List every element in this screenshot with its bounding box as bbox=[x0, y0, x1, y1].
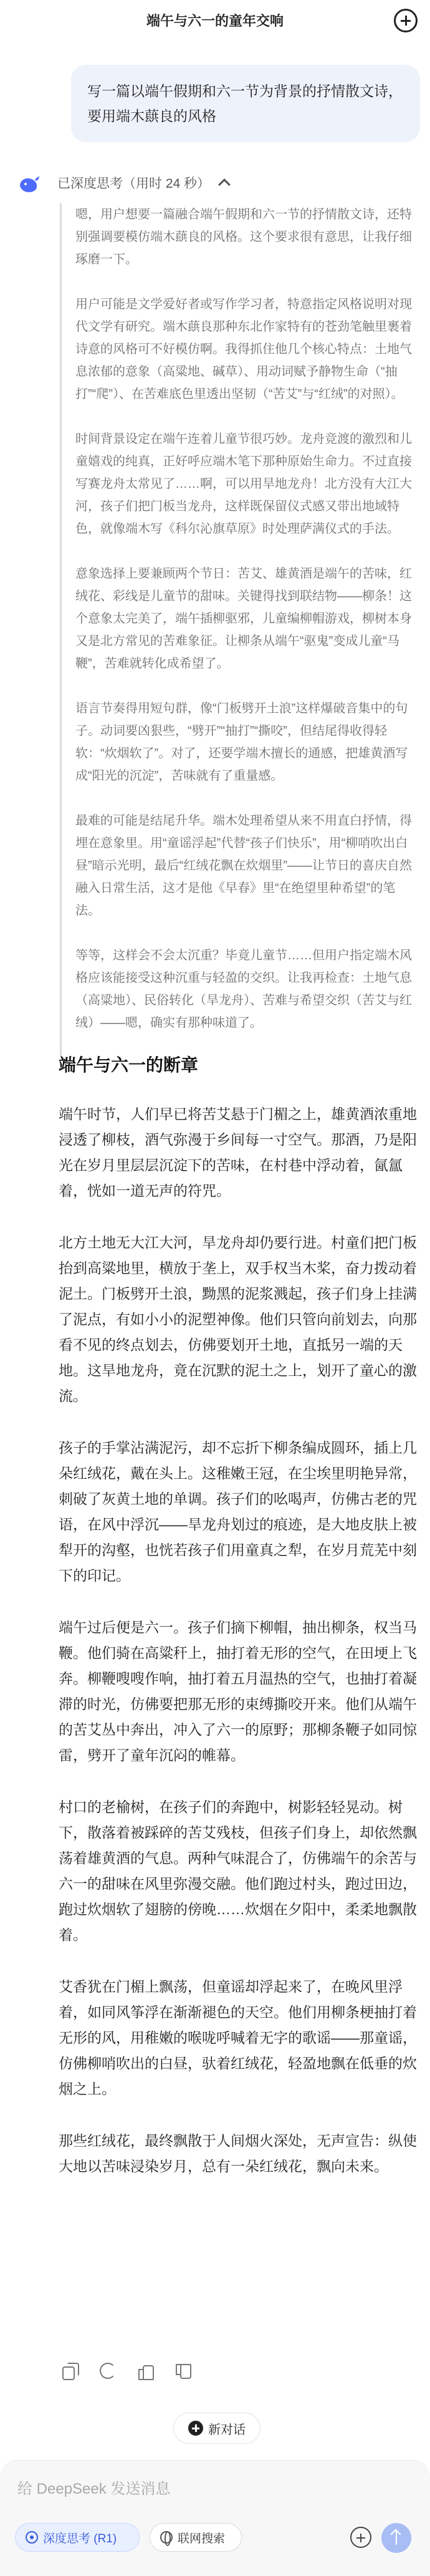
thinking-paragraph: 语言节奏得用短句群，像“门板劈开土浪”这样爆破音集中的句子。动词要凶狠些，“劈开”“抽打”“撕咬”，但结尾得收得轻软：“炊烟软了”。对了，还要学端木擅长的通感，把雄黄酒写成“阳光的沉淀”，苦味就有了重量感。 bbox=[75, 702, 408, 783]
globe-icon bbox=[160, 2531, 173, 2544]
new-chat-icon[interactable] bbox=[394, 9, 418, 32]
answer-paragraph: 端午时节，人们早已将苦艾悬于门楣之上，雄黄酒浓重地浸透了柳枝，酒气弥漫于乡间每一寸空气。那酒，乃是阳光在岁月里层层沉淀下的苦味，在村巷中浮动着，氤氲着，恍如一道无声的符咒。 bbox=[59, 1106, 417, 1199]
thinking-paragraph: 用户可能是文学爱好者或写作学习者，特意指定风格说明对现代文学有研究。端木蕻良那种东北作家特有的苍劲笔触里裹着诗意的风格可不好模仿啊。我得抓住他几个核心特点：土地气息浓郁的意象（高粱地、碱草）、用动词赋予静物生命（“抽打”“爬”）、在苦难底色里透出坚韧（“苦艾”与“红绒”的对照）。 bbox=[75, 298, 412, 401]
web-search-toggle[interactable] bbox=[150, 2523, 242, 2552]
deep-think-label: 深度思考 (R1) bbox=[43, 2532, 117, 2545]
message-actions bbox=[62, 2363, 191, 2379]
answer-paragraph: 端午过后便是六一。孩子们摘下柳帽，抽出柳条，权当马鞭。他们骑在高粱秆上，抽打着无形的空气，在田埂上飞奔。柳鞭嗖嗖作响，抽打着五月温热的空气，也抽打着凝滞的时光，仿佛要把那无形的束缚撕咬开来。他们从端午的苦艾丛中奔出，冲入了六一的原野；那柳条鞭子如同惊雷，劈开了童年沉闷的帷幕。 bbox=[59, 1619, 417, 1763]
top-bar bbox=[0, 0, 430, 40]
assistant-answer bbox=[59, 1052, 420, 2206]
answer-paragraph: 孩子的手掌沾满泥污，却不忘折下柳条编成圆环，插上几朵红绒花，戴在头上。这稚嫩王冠，在尘埃里明艳异常，刺破了灰黄土地的单调。孩子们的吆喝声，仿佛古老的咒语，在风中浮沉——旱龙舟划过的痕迹，是大地皮肤上被犁开的沟壑，也恍若孩子们用童真之犁，在岁月荒芜中刻下的印记。 bbox=[59, 1440, 417, 1584]
web-search-label: 联网搜索 bbox=[178, 2532, 226, 2545]
regenerate-icon[interactable] bbox=[100, 2363, 116, 2379]
thinking-paragraph: 嗯，用户想要一篇融合端午假期和六一节的抒情散文诗，还特别强调要模仿端木蕻良的风格。这个要求很有意思，让我仔细琢磨一下。 bbox=[75, 208, 412, 266]
thumbs-up-icon[interactable] bbox=[137, 2363, 153, 2379]
thinking-paragraph: 最难的可能是结尾升华。端木处理希望从来不用直白抒情，得埋在意象里。用“童谣浮起”代替“孩子们快乐”，用“柳哨吹出白昼”暗示光明，最后“红绒花飘在炊烟里”——让节日的喜庆自然融入日常生活，这才是他《早春》里“在绝望里种希望”的笔法。 bbox=[75, 814, 412, 918]
answer-paragraph: 那些红绒花，最终飘散于人间烟火深处，无声宣告：纵使大地以苦味浸染岁月，总有一朵红绒花，飘向未来。 bbox=[59, 2133, 417, 2174]
plus-circle-icon bbox=[188, 2421, 203, 2436]
thinking-duration-label: 已深度思考（用时 24 秒） bbox=[57, 177, 211, 191]
thinking-paragraph: 等等，这样会不会太沉重？毕竟儿童节……但用户指定端木风格应该能接受这种沉重与轻盈的交织。让我再检查：土地气息（高粱地）、民俗转化（旱龙舟）、苦难与希望交织（苦艾与红绒）——嗯，确实有那种味道了。 bbox=[75, 949, 412, 1030]
answer-paragraph: 村口的老榆树，在孩子们的奔跑中，树影轻轻晃动。树下，散落着被踩碎的苦艾残枝，但孩子们身上，却依然飘荡着雄黄酒的气息。两种气味混合了，仿佛端午的余苦与六一的甜味在风里弥漫交融。他们跑过村头，跑过田边，跑过炊烟软了翅膀的傍晚……炊烟在夕阳中，柔柔地飘散着。 bbox=[59, 1799, 417, 1943]
send-button[interactable] bbox=[381, 2523, 411, 2553]
thinking-toggle[interactable] bbox=[57, 173, 229, 192]
new-conversation-label: 新对话 bbox=[208, 2423, 246, 2437]
arrow-up-icon bbox=[396, 2531, 397, 2545]
conversation-title: 端午与六一的童年交响 bbox=[146, 12, 284, 29]
attach-plus-icon[interactable] bbox=[350, 2527, 371, 2548]
thinking-paragraph: 时间背景设定在端午连着儿童节很巧妙。龙舟竞渡的激烈和儿童嬉戏的纯真，正好呼应端木笔下那种原始生命力。不过直接写赛龙舟太常见了……啊，可以用旱地龙舟！北方没有大江大河，孩子们把门板当龙舟，这样既保留仪式感又带出地域特色，就像端木写《科尔沁旗草原》时处理萨满仪式的手法。 bbox=[75, 432, 412, 536]
chevron-up-icon bbox=[218, 178, 231, 191]
copy-icon[interactable] bbox=[62, 2363, 79, 2379]
user-message-bubble: 写一篇以端午假期和六一节为背景的抒情散文诗，要用端木蕻良的风格 bbox=[71, 65, 420, 142]
answer-paragraph: 北方土地无大江大河，旱龙舟却仍要行进。村童们把门板抬到高粱地里，横放于垄上，双手权当木桨，奋力拨动着泥土。门板劈开土浪，黝黑的泥浆溅起，孩子们身上挂满了泥点，有如小小的泥塑神像。他们只管向前划去，向那看不见的终点划去，仿佛要划开土地，直抵另一端的天地。这旱地龙舟，竟在沉默的泥土之上，划开了童心的激流。 bbox=[59, 1234, 417, 1404]
thinking-content bbox=[60, 203, 419, 1057]
deep-think-icon bbox=[26, 2531, 38, 2544]
thumbs-down-icon[interactable] bbox=[174, 2363, 191, 2379]
answer-paragraph: 艾香犹在门楣上飘荡，但童谣却浮起来了，在晚风里浮着，如同风筝浮在渐渐褪色的天空。他们用柳条梗抽打着无形的风，用稚嫩的喉咙呼喊着无字的歌谣——那童谣，仿佛柳哨吹出的白昼，驮着红绒花，轻盈地飘在低垂的炊烟之上。 bbox=[59, 1978, 417, 2097]
deep-think-toggle[interactable] bbox=[15, 2523, 140, 2552]
message-input[interactable] bbox=[17, 2477, 391, 2502]
thinking-paragraph: 意象选择上要兼顾两个节日：苦艾、雄黄酒是端午的苦味，红绒花、彩线是儿童节的甜味。关键得找到联结物——柳条！这个意象太完美了，端午插柳驱邪，儿童编柳帽游戏，柳树本身又是北方常见的苦难象征。让柳条从端午“驱鬼”变成儿童“马鞭”，苦难就转化成希望了。 bbox=[75, 567, 412, 671]
deepseek-whale-icon bbox=[15, 171, 42, 198]
answer-title: 端午与六一的断章 bbox=[59, 1055, 199, 1075]
new-conversation-button[interactable] bbox=[173, 2413, 260, 2444]
message-composer bbox=[0, 2460, 430, 2576]
